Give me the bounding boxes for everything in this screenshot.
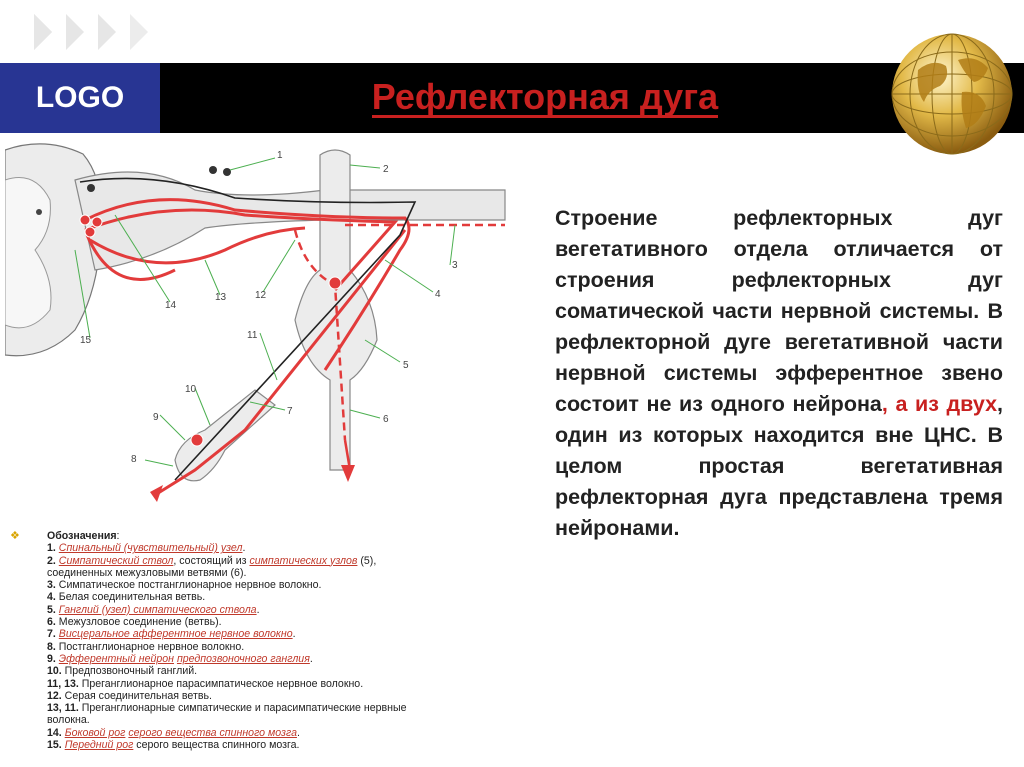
main-text-highlight: , а из двух — [881, 392, 998, 416]
label-8: 8 — [131, 454, 137, 465]
legend-link[interactable]: Эфферентный нейрон — [58, 652, 174, 665]
label-9: 9 — [153, 412, 159, 423]
label-5: 5 — [403, 360, 409, 371]
slide-title-text: Рефлекторная дуга — [371, 75, 719, 117]
legend-item: 12. Серая соединительная ветвь. — [47, 689, 212, 702]
chevrons-decoration — [30, 8, 170, 56]
logo-text: LOGO — [35, 81, 125, 114]
legend-item: соединенных межузловыми ветвями (6). — [47, 566, 247, 579]
legend-item: 4. Белая соединительная ветвь. — [47, 591, 206, 604]
legend-item: 14. Боковой рог серого вещества спинного мозга. — [47, 726, 300, 739]
label-7: 7 — [287, 406, 293, 417]
reflex-arc-diagram — [5, 140, 510, 520]
legend-link[interactable]: Висцеральное афферентное нервное волокно — [58, 628, 293, 641]
label-4: 4 — [435, 289, 441, 300]
globe-icon — [888, 30, 1016, 158]
label-15: 15 — [80, 335, 92, 346]
legend-link[interactable]: Боковой рог — [64, 726, 126, 739]
legend-link[interactable]: симпатических узлов — [249, 554, 358, 567]
legend-item: 1. Спинальный (чувствительный) узел. — [47, 542, 246, 555]
label-13: 13 — [215, 292, 227, 303]
legend-link[interactable]: Передний рог — [64, 739, 134, 752]
prevertebral-ganglion — [175, 390, 275, 481]
main-text-part2: , один из которых находится вне ЦНС. В целом простая вегетативная рефлекторная дуга представлена тремя нейронами. — [555, 392, 1004, 540]
label-10: 10 — [185, 384, 197, 395]
legend-link[interactable]: Спинальный (чувствительный) узел — [58, 542, 243, 555]
legend-link[interactable]: Симпатический ствол — [58, 554, 174, 567]
legend-item: 6. Межузловое соединение (ветвь). — [47, 616, 222, 629]
legend-item: 5. Ганглий (узел) симпатического ствола. — [47, 603, 260, 616]
legend-items — [47, 530, 505, 751]
spinal-nerve — [75, 172, 505, 270]
legend-item: 7. Висцеральное афферентное нервное волокно. — [47, 628, 296, 641]
legend-item: 8. Постганглионарное нервное волокно. — [47, 640, 245, 653]
logo — [0, 63, 160, 133]
label-2: 2 — [383, 164, 389, 175]
main-text-part1: Строение рефлекторных дуг вегетативного отдела отличается от строения рефлекторных дуг соматической части нервной системы. В рефлекторной дуге вегетативной части нервной системы эфферентное звено состоит не из одного нейрона — [555, 206, 1003, 416]
slide-title — [180, 63, 910, 133]
legend — [10, 530, 505, 751]
legend-item: 15. Передний рог серого вещества спинного мозга. — [47, 739, 300, 752]
label-6: 6 — [383, 414, 389, 425]
label-1: 1 — [277, 150, 283, 161]
legend-item: 9. Эфферентный нейрон предпозвоночного ганглия. — [47, 652, 313, 665]
legend-item: волокна. — [47, 714, 90, 727]
legend-item: 13, 11. Преганглионарные симпатические и парасимпатические нервные — [47, 702, 407, 715]
label-14: 14 — [165, 300, 177, 311]
legend-link[interactable]: Ганглий (узел) симпатического ствола — [58, 603, 257, 616]
legend-heading: Обозначения: — [47, 530, 120, 542]
legend-item: 11, 13. Преганглионарное парасимпатическое нервное волокно. — [47, 677, 364, 690]
legend-item: 10. Предпозвоночный ганглий. — [47, 665, 198, 678]
legend-item: 2. Симпатический ствол, состоящий из симпатических узлов (5), — [47, 554, 377, 567]
label-11: 11 — [247, 330, 258, 341]
label-3: 3 — [452, 260, 458, 271]
main-text — [555, 203, 1003, 544]
legend-link[interactable]: предпозвоночного ганглия — [176, 652, 310, 665]
legend-link[interactable]: серого вещества спинного мозга — [128, 726, 297, 739]
bullet-icon: ❖ — [10, 530, 20, 542]
legend-item: 3. Симпатическое постганглионарное нервное волокно. — [47, 579, 322, 592]
label-12: 12 — [255, 290, 267, 301]
